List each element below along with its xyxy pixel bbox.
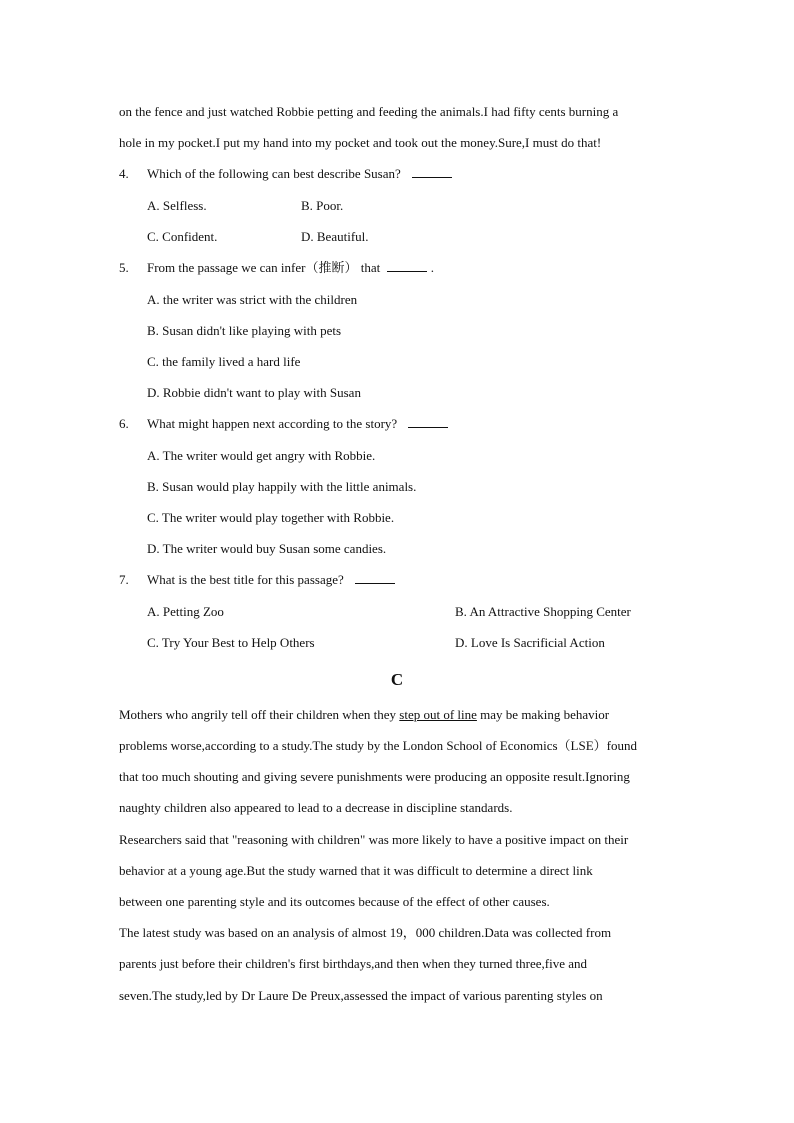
option-c[interactable]: C. The writer would play together with Robbie.: [147, 510, 395, 525]
question-number: 5.: [119, 260, 129, 275]
question-number: 4.: [119, 166, 129, 181]
question-number: 6.: [119, 416, 129, 431]
question-4: [147, 166, 452, 182]
option-d[interactable]: D. The writer would buy Susan some candies.: [147, 541, 387, 556]
question-text: From the passage we can infer（推断） that: [147, 260, 381, 275]
underlined-phrase: step out of line: [399, 707, 477, 722]
passage-line: Researchers said that "reasoning with children" was more likely to have a positive impact on their: [119, 832, 629, 847]
option-c[interactable]: C. Confident.: [147, 229, 218, 244]
passage-line: [119, 707, 609, 723]
passage-line: parents just before their children's first birthdays,and then when they turned three,five and: [119, 956, 588, 971]
question-number: 7.: [119, 572, 129, 587]
passage-line: The latest study was based on an analysis of almost 19，000 children.Data was collected from: [119, 925, 612, 940]
question-text: What is the best title for this passage?: [147, 572, 344, 587]
option-a[interactable]: A. Petting Zoo: [147, 604, 224, 619]
answer-blank[interactable]: [412, 166, 452, 178]
passage-line: seven.The study,led by Dr Laure De Preux,assessed the impact of various parenting styles on: [119, 988, 603, 1003]
passage-line: between one parenting style and its outcomes because of the effect of other causes.: [119, 894, 550, 909]
option-a[interactable]: A. the writer was strict with the children: [147, 292, 358, 307]
passage-line: hole in my pocket.I put my hand into my pocket and took out the money.Sure,I must do that!: [119, 135, 602, 150]
passage-line: that too much shouting and giving severe punishments were producing an opposite result.Ignoring: [119, 769, 630, 784]
question-7: [147, 572, 395, 588]
answer-blank[interactable]: [355, 572, 395, 584]
question-text: What might happen next according to the story?: [147, 416, 398, 431]
option-c[interactable]: C. the family lived a hard life: [147, 354, 301, 369]
option-d[interactable]: D. Robbie didn't want to play with Susan: [147, 385, 361, 400]
option-a[interactable]: A. Selfless.: [147, 198, 207, 213]
passage-line: naughty children also appeared to lead to a decrease in discipline standards.: [119, 800, 513, 815]
passage-line: on the fence and just watched Robbie petting and feeding the animals.I had fifty cents burning a: [119, 104, 619, 119]
option-c[interactable]: C. Try Your Best to Help Others: [147, 635, 315, 650]
question-6: [147, 416, 448, 432]
option-b[interactable]: B. Poor.: [301, 198, 344, 213]
option-d[interactable]: D. Beautiful.: [301, 229, 369, 244]
option-d[interactable]: D. Love Is Sacrificial Action: [455, 635, 605, 650]
passage-text: Mothers who angrily tell off their children when they: [119, 707, 400, 722]
option-b[interactable]: B. Susan didn't like playing with pets: [147, 323, 342, 338]
question-text: Which of the following can best describe Susan?: [147, 166, 401, 181]
option-b[interactable]: B. Susan would play happily with the little animals.: [147, 479, 417, 494]
passage-text: may be making behavior: [476, 707, 610, 722]
answer-blank[interactable]: [387, 260, 427, 272]
passage-line: problems worse,according to a study.The study by the London School of Economics（LSE）found: [119, 738, 637, 753]
question-text-end: .: [430, 260, 434, 275]
option-b[interactable]: B. An Attractive Shopping Center: [455, 604, 631, 619]
section-heading: C: [390, 670, 404, 689]
passage-line: behavior at a young age.But the study warned that it was difficult to determine a direct link: [119, 863, 593, 878]
option-a[interactable]: A. The writer would get angry with Robbie.: [147, 448, 376, 463]
question-5: [147, 260, 434, 276]
answer-blank[interactable]: [408, 416, 448, 428]
